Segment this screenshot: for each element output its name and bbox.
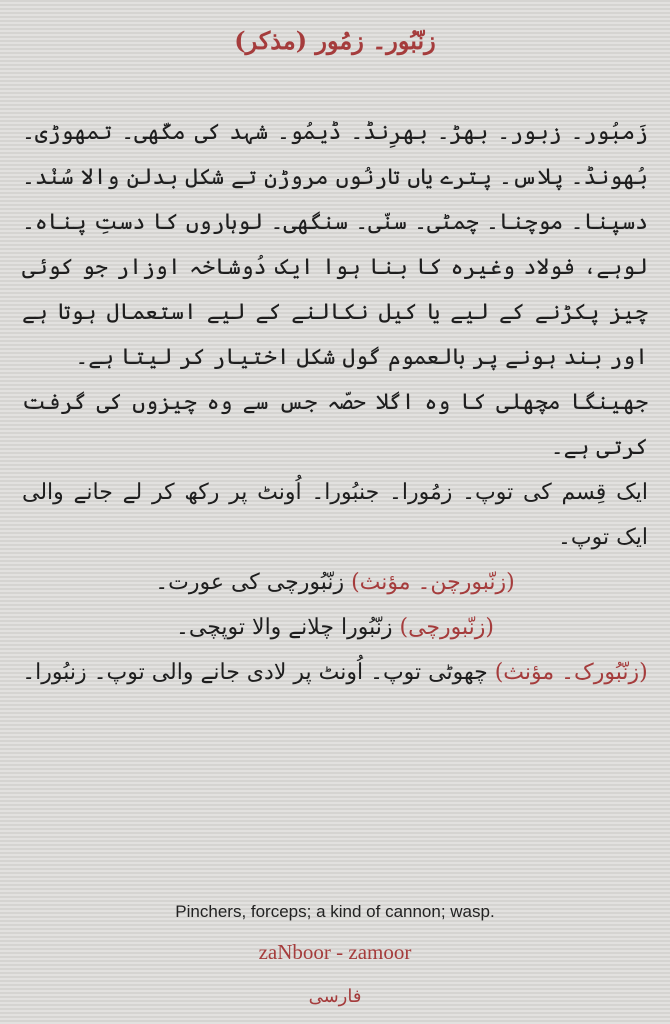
entry-body [22,110,648,695]
entry-title: زنّبُور۔ زمُور (مذکر) [234,26,436,55]
definition-2: جھینگا مچھلی کا وہ اگلا حصّہ جس سے وہ چیزوں کی گرفت کرتی ہے۔ [22,390,648,460]
roman-transliteration: zaNboor - zamoor [258,940,412,964]
definition-3: ایک قِسم کی توپ۔ زمُورا۔ جنبُورا۔ اُونٹ پر رکھ کر لے جانے والی ایک توپ۔ [22,480,648,550]
language-origin: فارسی [308,986,362,1007]
sub-entry-3-meaning: چھوٹی توپ۔ اُونٹ پر لادی جانے والی توپ۔ زنبُورا۔ [22,660,488,685]
sub-entry-1 [22,560,648,605]
sub-entry-1-meaning: زنّبُورچی کی عورت۔ [155,570,345,595]
english-meaning: Pinchers, forceps; a kind of cannon; wasp. [175,902,495,921]
sub-entry-2 [22,605,648,650]
definition-1: زَمبُور۔ زبور۔ بھڑ۔ بھرِنڈ۔ ڈیمُو۔ شہد کی مکّھی۔ تمھوڑی۔ بُھونڈ۔ پلاس۔ پترے یاں تارنُوں مروڑن تے شکل بدلن والا سُنْد۔ دسپنا۔ موچنا۔ چمٹی۔ سنّی۔ سنگھی۔ لوہاروں کا دستِ پناہ۔ لوہے، فولاد وغیرہ کا بنا ہوا ایک دُوشاخہ اوزار جو کوئی چیز پکڑنے کے لیے یا کیل نکالنے کے لیے استعمال ہوتا ہے اور بند ہونے پر بالعموم گول شکل اختیار کر لیتا ہے۔ [22,120,648,370]
sub-entry-3 [22,650,648,695]
sub-entry-2-head: (زنّبورچی) [399,615,494,640]
sub-entry-1-head: (زنّبورچن۔ مؤنث) [351,570,515,595]
sub-entry-2-meaning: زنّبُورا چلانے والا توپچی۔ [175,615,393,640]
sub-entry-3-head: (زنّبُورک۔ مؤنث) [494,660,648,685]
